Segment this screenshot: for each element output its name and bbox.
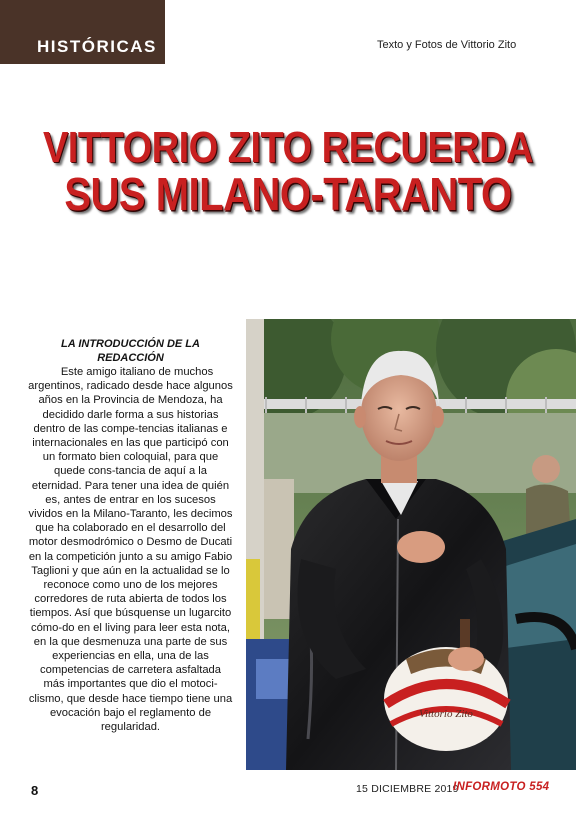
article-body: Este amigo italiano de muchos argentinos, radicado desde hace algunos años en la Provincia de Mendoza, ha decidido darle forma a sus historias dentro de las compe-tencias italianas e internacionales en las que participó con un formato bien coloquial, para que quede cons-tancia de aquí a la eternidad. Para tener una idea de quién es, antes de entrar en los sucesos vividos en la Milano-Taranto, les decimos que ha colaborado en el desarrollo del motor desmodrómico o Desmo de Ducati en la competición junto a su amigo Fabio Taglioni y que aún en la actualidad se lo reconoce como uno de los mejores corredores de ruta abierta de todos los tiempos. Así que búsquense un lugarcito cómo-do en el living para leer esta nota, en la que desmenuza una parte de sus experiencias en ella, una de las competencias de carretera asfaltada más importantes que dio el motoci-clismo, que desde hace tiempo tiene una evocación bajo el reglamento de regularidad. — [28, 366, 233, 734]
issue-date: 15 DICIEMBRE 2019 — [356, 783, 459, 795]
magazine-name: INFORMOTO 554 — [453, 781, 550, 793]
section-label: HISTÓRICAS — [37, 37, 157, 56]
author-credit: Texto y Fotos de Vittorio Zito — [377, 39, 517, 51]
intro-heading: LA INTRODUCCIÓN DE LA REDACCIÓN — [61, 338, 200, 364]
article-photo — [246, 319, 576, 770]
article-column — [28, 337, 233, 734]
page-number: 8 — [31, 783, 39, 798]
helmet-inscription: Vittorio Zito — [419, 708, 473, 720]
photo-illustration — [246, 319, 576, 770]
article-headline — [0, 125, 576, 219]
headline-line-2: SUS MILANO-TARANTO — [64, 169, 512, 221]
headline-line-1: VITTORIO ZITO RECUERDA — [42, 123, 534, 173]
